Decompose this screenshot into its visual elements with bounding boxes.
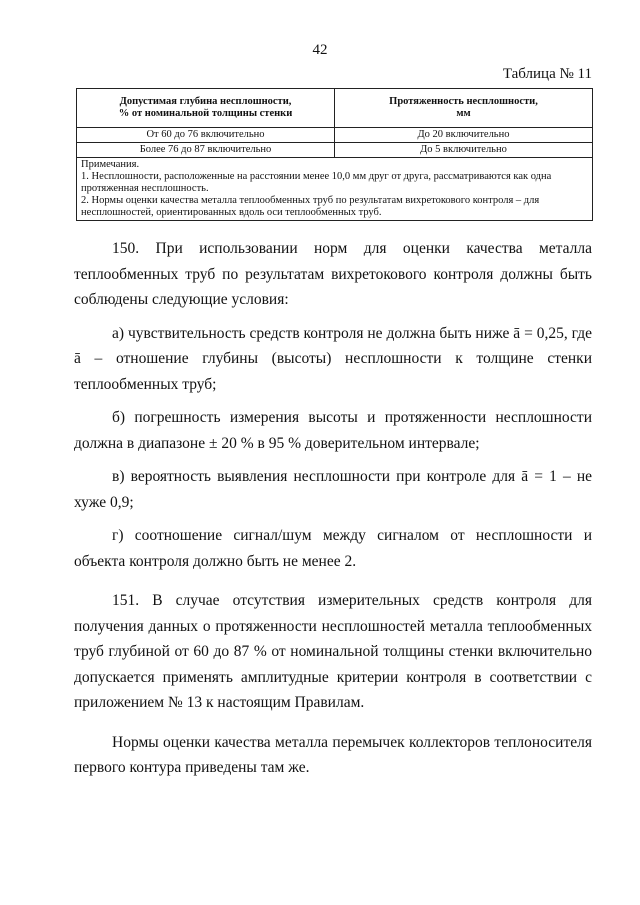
defect-norms-table [76, 88, 593, 221]
header-depth [77, 89, 335, 128]
paragraph-150-a: а) чувствительность средств контроля не должна быть ниже ā = 0,25, где ā – отношение глубины (высоты) несплошности к толщине стенки теплообменных труб; [74, 324, 592, 393]
table-notes [77, 158, 593, 221]
paragraph-150-b: б) погрешность измерения высоты и протяженности несплошности должна в диапазоне ± 20 % в 95 % доверительном интервале; [74, 409, 592, 452]
paragraph-norms-note: Нормы оценки качества металла перемычек коллекторов теплоносителя первого контура приведены там же. [74, 733, 592, 776]
header-depth-line2: % от номинальной толщины стенки [118, 108, 293, 119]
table-cell: От 60 до 76 включительно [77, 128, 335, 143]
table-notes-row [77, 158, 593, 221]
paragraph-150-v: в) вероятность выявления несплошности при контроле для ā = 1 – не хуже 0,9; [74, 468, 592, 511]
table-row [77, 128, 593, 143]
table-cell: До 5 включительно [335, 143, 593, 158]
header-length-line1: Протяженность несплошности, [389, 96, 538, 107]
header-depth-line1: Допустимая глубина несплошности, [119, 96, 292, 107]
paragraph-151: 151. В случае отсутствия измерительных средств контроля для получения данных о протяженности несплошностей металла теплообменных труб глубиной от 60 до 87 % от номинальной толщины стенки включительно допускается применять амплитудные критерии контроля в соответствии с приложением № 13 к настоящим Правилам. [74, 592, 592, 711]
page-number: 42 [312, 42, 328, 58]
header-length [335, 89, 593, 128]
body-text [74, 236, 592, 781]
paragraph-150: 150. При использовании норм для оценки качества металла теплообменных труб по результатам вихретокового контроля должны быть соблюдены следующие условия: [74, 240, 592, 308]
note-2: 2. Нормы оценки качества металла теплообменных труб по результатам вихретокового контроля – для несплошностей, ориентированных вдоль оси теплообменных труб. [81, 195, 540, 218]
table-header-row [77, 89, 593, 128]
header-length-line2: мм [456, 108, 471, 119]
table-cell: Более 76 до 87 включительно [77, 143, 335, 158]
table-cell: До 20 включительно [335, 128, 593, 143]
note-1: 1. Несплошности, расположенные на расстоянии менее 10,0 мм друг от друга, рассматриваются как одна протяженная несплошность. [81, 171, 552, 194]
notes-heading: Примечания. [81, 159, 140, 170]
paragraph-150-g: г) соотношение сигнал/шум между сигналом от несплошности и объекта контроля должно быть не менее 2. [74, 527, 592, 570]
table-row [77, 143, 593, 158]
table-caption: Таблица № 11 [502, 66, 592, 82]
